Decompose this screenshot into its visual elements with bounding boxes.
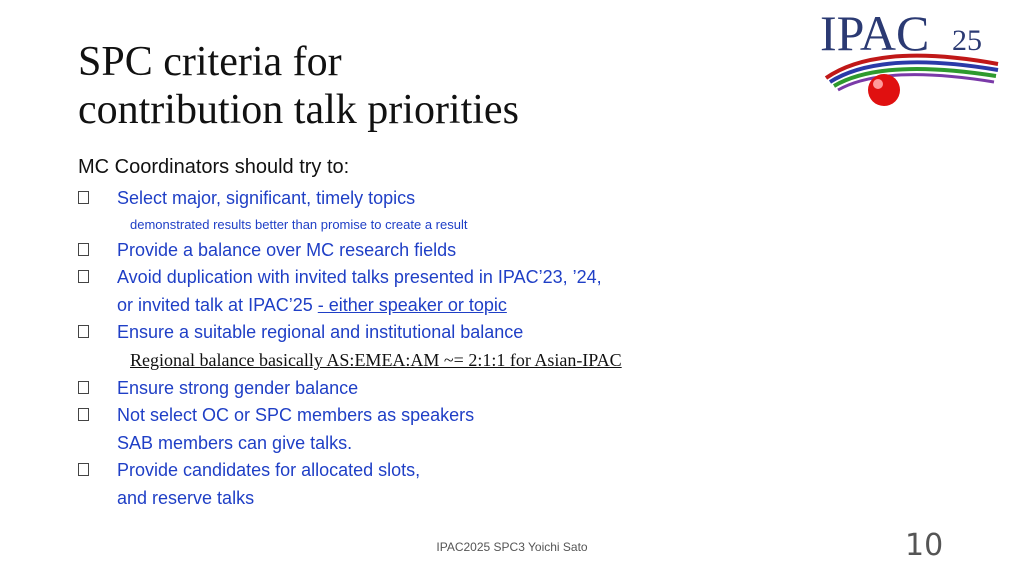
bullet-box-icon	[78, 325, 89, 338]
intro-text: MC Coordinators should try to:	[78, 156, 350, 178]
list-item: Not select OC or SPC members as speakers	[78, 403, 778, 431]
slide-footer: IPAC2025 SPC3 Yoichi Sato	[436, 540, 588, 554]
list-item: Ensure strong gender balance	[78, 376, 778, 404]
logo-red-ball-icon	[868, 74, 900, 106]
list-item: Provide a balance over MC research fields	[78, 238, 778, 266]
title-line-1: SPC criteria for	[78, 39, 342, 85]
logo-year: 25	[952, 24, 982, 57]
list-item-continuation: SAB members can give talks.	[117, 432, 353, 453]
list-item: Select major, significant, timely topics	[78, 186, 778, 214]
list-item: Avoid duplication with invited talks presented in IPAC’23, ’24,	[78, 265, 778, 293]
bullet-box-icon	[78, 191, 89, 204]
slide-title	[78, 38, 519, 134]
list-item: Ensure a suitable regional and institutional balance	[78, 320, 778, 348]
list-item-continuation: and reserve talks	[117, 487, 255, 508]
underlined-note: - either speaker or topic	[317, 294, 507, 315]
bullet-box-icon	[78, 408, 89, 421]
bullet-box-icon	[78, 270, 89, 283]
list-item-note: demonstrated results better than promise to create a result	[130, 216, 468, 232]
list-item-continuation: or invited talk at IPAC’25 - either speaker or topic	[117, 294, 507, 315]
title-line-2: contribution talk priorities	[78, 87, 519, 133]
criteria-list	[78, 186, 778, 514]
list-item-note: Regional balance basically AS:EMEA:AM ~= 2:1:1 for Asian-IPAC	[130, 349, 622, 370]
bullet-box-icon	[78, 463, 89, 476]
logo-text: IPAC	[820, 5, 930, 61]
ipac25-logo	[818, 2, 1004, 110]
bullet-box-icon	[78, 381, 89, 394]
list-item: Provide candidates for allocated slots,	[78, 458, 778, 486]
bullet-box-icon	[78, 243, 89, 256]
page-number: 10	[905, 528, 944, 563]
